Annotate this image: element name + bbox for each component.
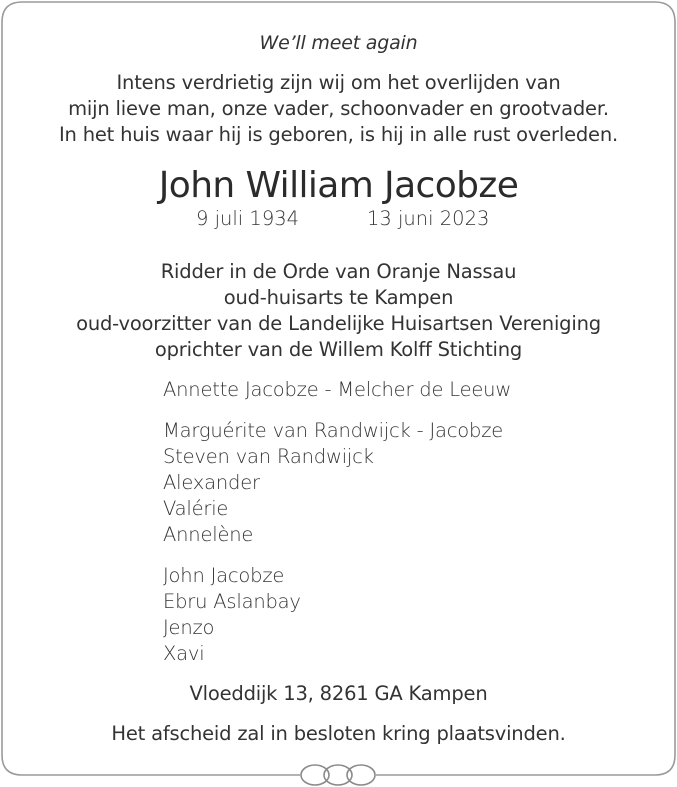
family-group-3-member-3: Jenzo bbox=[163, 616, 215, 639]
family-couple-1: Annette Jacobze - Melcher de Leeuw bbox=[163, 378, 512, 401]
intro-line-1: Intens verdrietig zijn wij om het overlijden van bbox=[116, 71, 561, 94]
family-group-3-member-4: Xavi bbox=[163, 642, 205, 665]
family-group-3-member-2: Ebru Aslanbay bbox=[163, 590, 301, 613]
family-group-2-member-1: Marguérite van Randwijck - Jacobze bbox=[163, 419, 504, 442]
motto: We’ll meet again bbox=[259, 32, 418, 54]
title-line-4: oprichter van de Willem Kolff Stichting bbox=[154, 338, 523, 361]
family-group-2-member-5: Annelène bbox=[163, 523, 254, 546]
family-group-2-member-4: Valérie bbox=[163, 497, 229, 520]
title-line-1: Ridder in de Orde van Oranje Nassau bbox=[160, 260, 517, 283]
death-date: 13 juni 2023 bbox=[367, 207, 490, 230]
intro-line-3: In het huis waar hij is geboren, is hij in alle rust overleden. bbox=[59, 123, 618, 146]
farewell-note: Het afscheid zal in besloten kring plaatsvinden. bbox=[111, 722, 566, 745]
title-line-2: oud-huisarts te Kampen bbox=[223, 286, 454, 309]
family-group-3-member-1: John Jacobze bbox=[163, 564, 285, 587]
family-group-2-member-2: Steven van Randwijck bbox=[163, 445, 374, 468]
deceased-name: John William Jacobze bbox=[158, 165, 519, 206]
address: Vloeddijk 13, 8261 GA Kampen bbox=[189, 682, 488, 705]
family-group-2-member-3: Alexander bbox=[163, 471, 260, 494]
intro-line-2: mijn lieve man, onze vader, schoonvader en grootvader. bbox=[68, 97, 609, 120]
birth-date: 9 juli 1934 bbox=[196, 207, 300, 230]
title-line-3: oud-voorzitter van de Landelijke Huisartsen Vereniging bbox=[76, 312, 601, 335]
